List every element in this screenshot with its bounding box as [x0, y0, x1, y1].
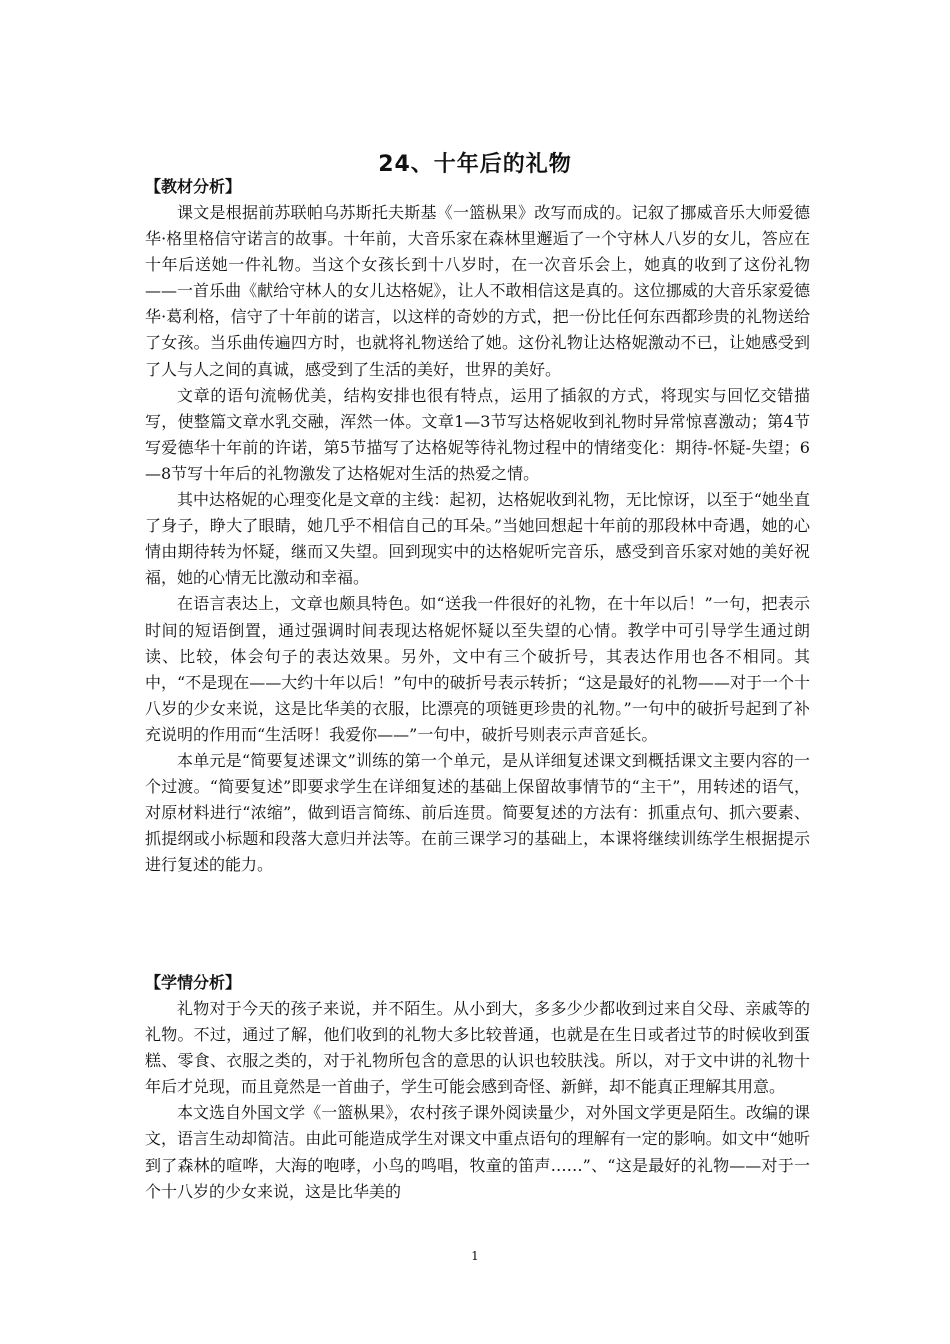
document-title: 24、十年后的礼物 — [378, 151, 572, 177]
section-heading: 【教材分析】 — [145, 177, 242, 196]
section-student-analysis — [145, 970, 810, 1205]
section-textbook-analysis — [145, 174, 810, 878]
paragraph: 本单元是“简要复述课文”训练的第一个单元，是从详细复述课文到概括课文主要内容的一个过渡。“简要复述”即要求学生在详细复述的基础上保留故事情节的“主干”，用转述的语气，对原材料进行“浓缩”，做到语言简练、前后连贯。简要复述的方法有：抓重点句、抓六要素、抓提纲或小标题和段落大意归并法等。在前三课学习的基础上，本课将继续训练学生根据提示进行复述的能力。 — [145, 750, 810, 875]
paragraph: 其中达格妮的心理变化是文章的主线：起初，达格妮收到礼物，无比惊讶，以至于“她坐直了身子，睁大了眼睛，她几乎不相信自己的耳朵。”当她回想起十年前的那段林中奇遇，她的心情由期待转为怀疑，继而又失望。回到现实中的达格妮听完音乐，感受到音乐家对她的美好祝福，她的心情无比激动和幸福。 — [145, 490, 810, 588]
paragraph: 在语言表达上，文章也颇具特色。如“送我一件很好的礼物，在十年以后！”一句，把表示时间的短语倒置，通过强调时间表现达格妮怀疑以至失望的心情。教学中可引导学生通过朗读、比较，体会句子的表达效果。另外，文中有三个破折号，其表达作用也各不相同。其中，“不是现在——大约十年以后！”句中的破折号表示转折；“这是最好的礼物——对于一个十八岁的少女来说，这是比华美的衣服，比漂亮的项链更珍贵的礼物。”一句中的破折号起到了补充说明的作用而“生活呀！我爱你——”一句中，破折号则表示声音延长。 — [145, 594, 810, 744]
paragraph: 本文选自外国文学《一篮枞果》，农村孩子课外阅读量少，对外国文学更是陌生。改编的课文，语言生动却简洁。由此可能造成学生对课文中重点语句的理解有一定的影响。如文中“她听到了森林的喧哗，大海的咆哮，小鸟的鸣唱，牧童的笛声……”、“这是最好的礼物——对于一个十八岁的少女来说，这是比华美的 — [145, 1103, 810, 1201]
paragraph: 课文是根据前苏联帕乌苏斯托夫斯基《一篮枞果》改写而成的。记叙了挪威音乐大师爱德华·格里格信守诺言的故事。十年前，大音乐家在森林里邂逅了一个守林人八岁的女儿，答应在十年后送她一件礼物。当这个女孩长到十八岁时，在一次音乐会上，她真的收到了这份礼物——一首乐曲《献给守林人的女儿达格妮》，让人不敢相信这是真的。这位挪威的大音乐家爱德华·葛利格，信守了十年前的诺言，以这样的奇妙的方式，把一份比任何东西都珍贵的礼物送给了女孩。当乐曲传遍四方时，也就将礼物送给了她。这份礼物让达格妮激动不已，让她感受到了人与人之间的真诚，感受到了生活的美好，世界的美好。 — [145, 203, 810, 379]
page-number: 1 — [471, 1249, 479, 1263]
paragraph: 文章的语句流畅优美，结构安排也很有特点，运用了插叙的方式，将现实与回忆交错描写，使整篇文章水乳交融，浑然一体。文章1—3节写达格妮收到礼物时异常惊喜激动；第4节写爱德华十年前的许诺，第5节描写了达格妮等待礼物过程中的情绪变化：期待-怀疑-失望；6—8节写十年后的礼物激发了达格妮对生活的热爱之情。 — [145, 385, 810, 483]
paragraph: 礼物对于今天的孩子来说，并不陌生。从小到大，多多少少都收到过来自父母、亲戚等的礼物。不过，通过了解，他们收到的礼物大多比较普通，也就是在生日或者过节的时候收到蛋糕、零食、衣服之类的，对于礼物所包含的意思的认识也较肤浅。所以，对于文中讲的礼物十年后才兑现，而且竟然是一首曲子，学生可能会感到奇怪、新鲜，却不能真正理解其用意。 — [145, 999, 810, 1097]
section-heading: 【学情分析】 — [145, 973, 242, 992]
